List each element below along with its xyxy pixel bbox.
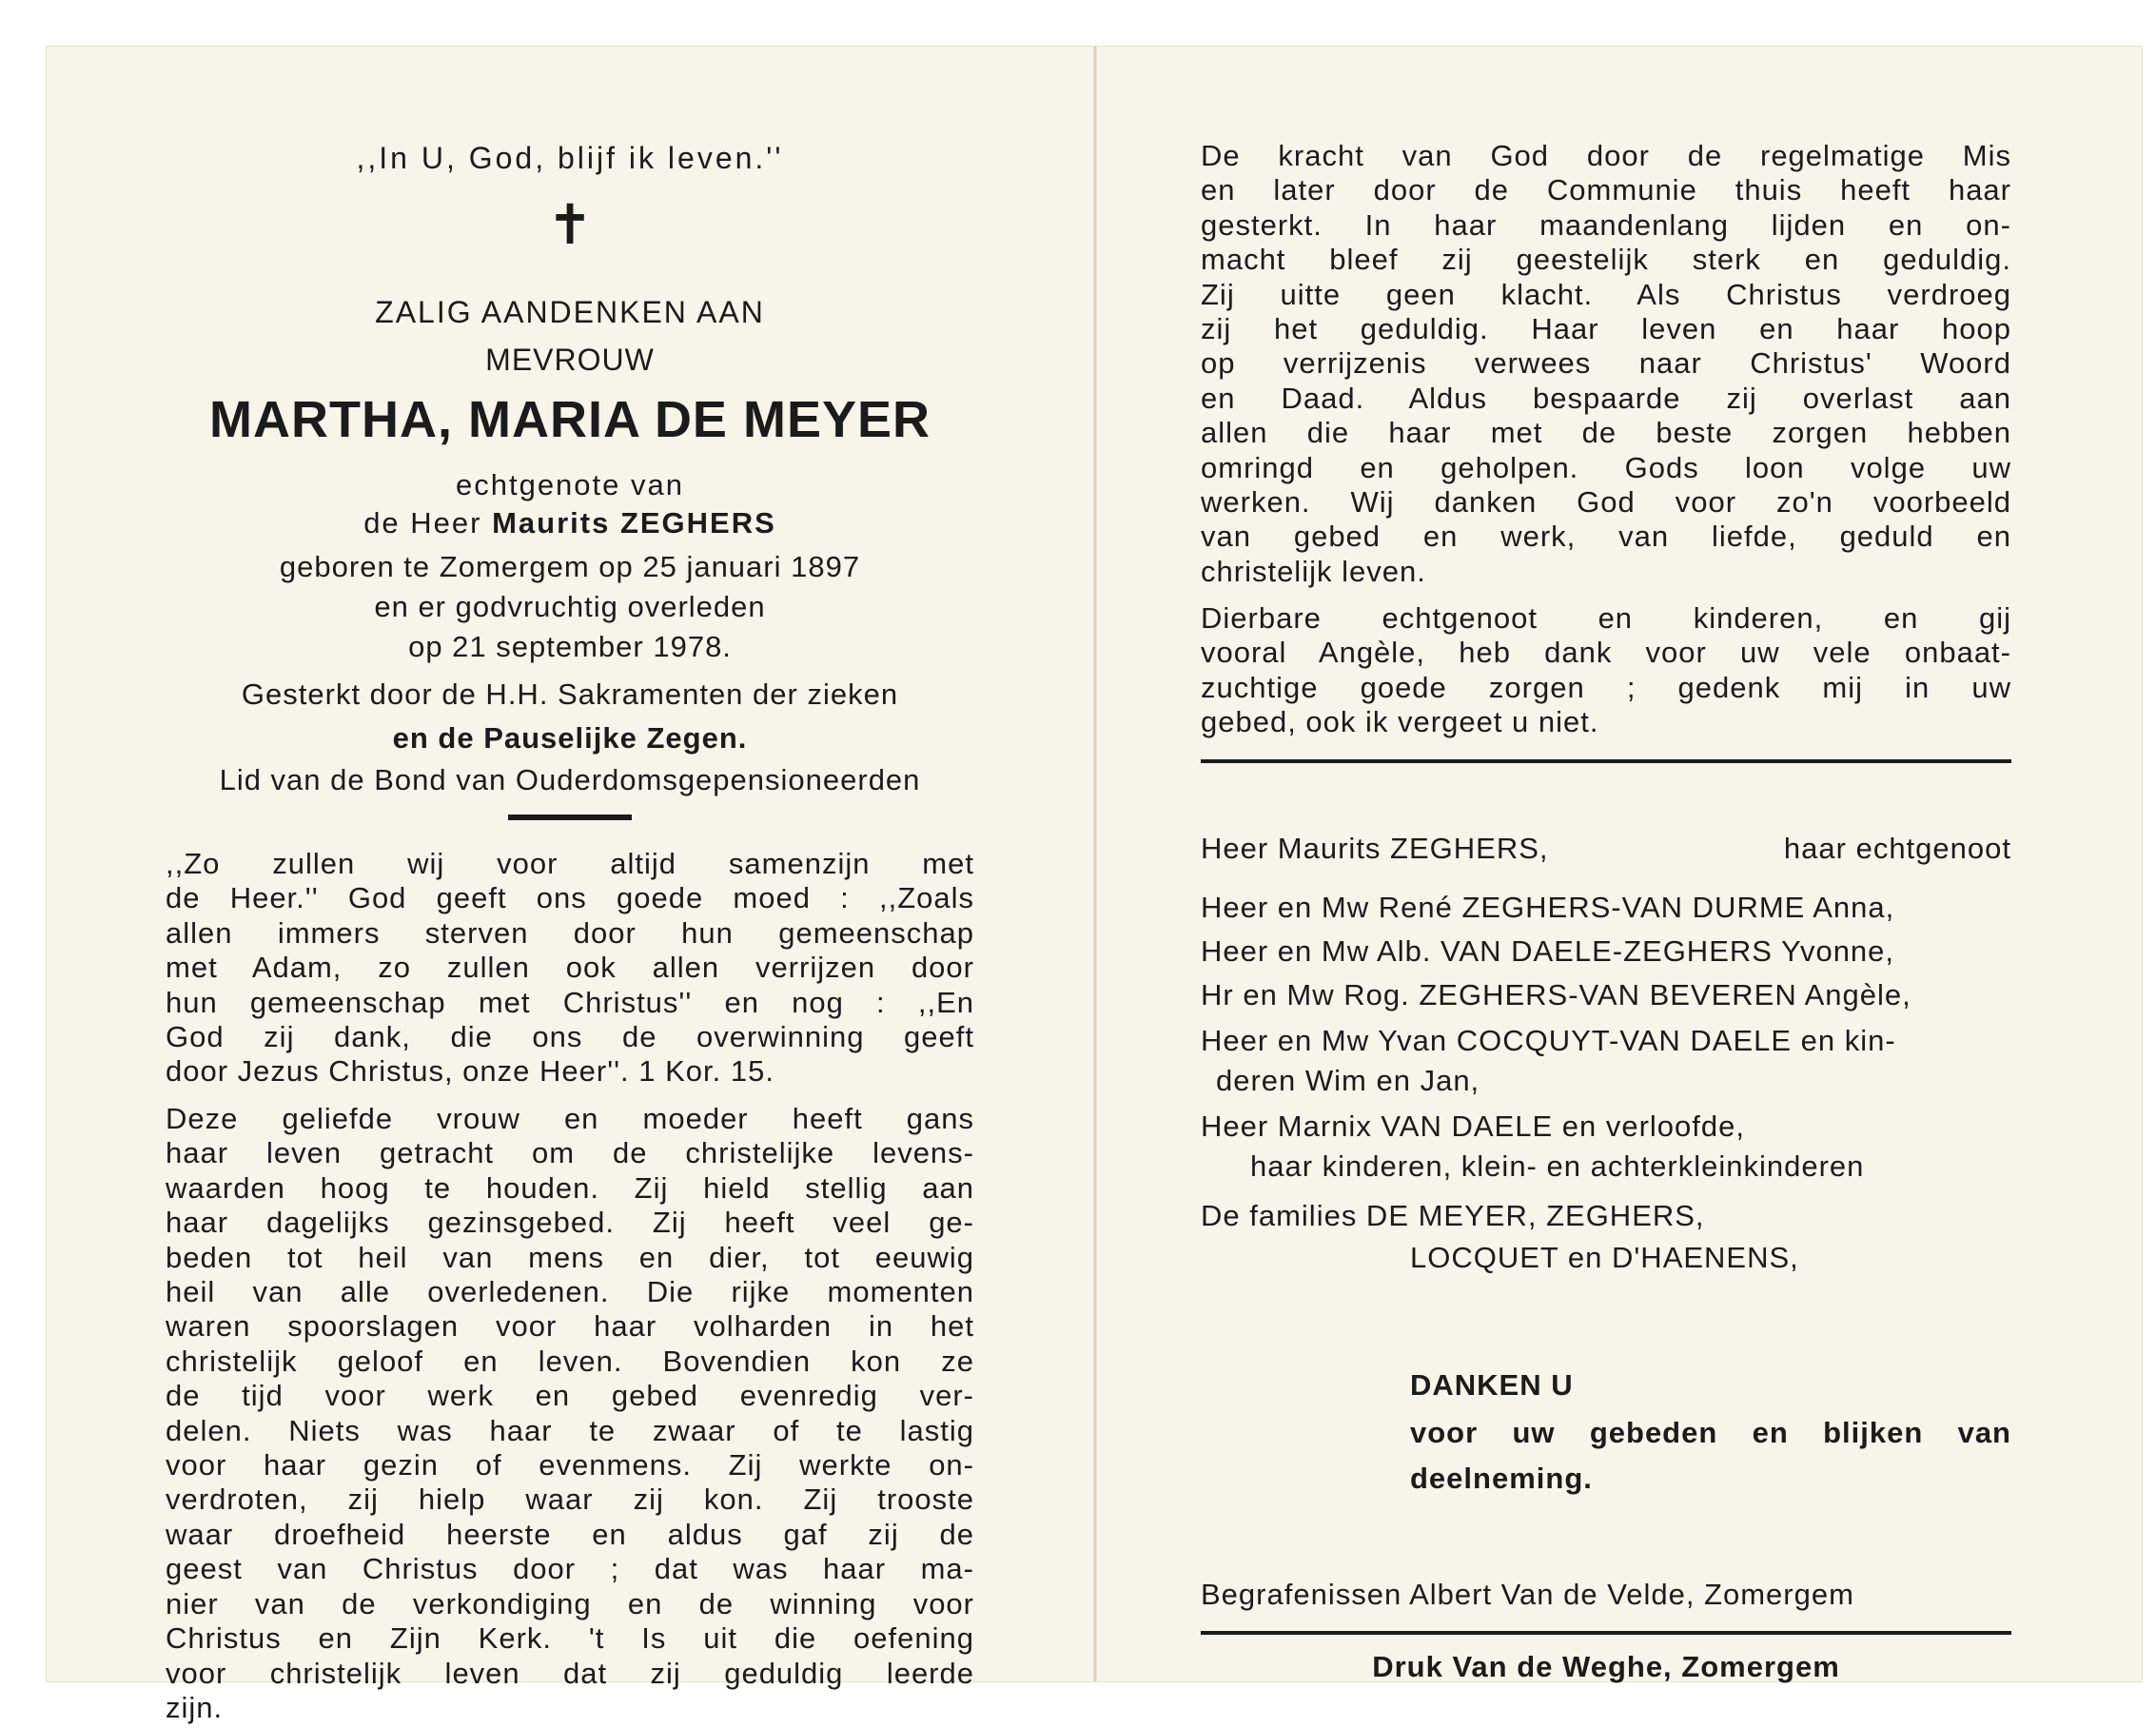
sacraments-line-1: Gesterkt door de H.H. Sakramenten der zieken bbox=[241, 677, 899, 711]
faith-line: allen die haar met de beste zorgen hebben bbox=[1201, 416, 2011, 450]
funeral-director: Begrafenissen Albert Van de Velde, Zomergem bbox=[1201, 1578, 1854, 1611]
faith-line: omringd en geholpen. Gods loon volge uw bbox=[1201, 450, 2011, 484]
memorial-heading: ZALIG AANDENKEN AAN bbox=[375, 295, 765, 329]
cross-icon: ✝ bbox=[546, 194, 594, 256]
husband-role: haar echtgenoot bbox=[1783, 832, 2011, 865]
biography-line: Deze geliefde vrouw en moeder heeft gans bbox=[166, 1102, 974, 1135]
printer-credit: Druk Van de Weghe, Zomergem bbox=[1372, 1650, 1840, 1683]
faith-line: werken. Wij danken God voor zo'n voorbeeld bbox=[1201, 485, 2011, 520]
membership-line: Lid van de Bond van Ouderdomsgepensioneerden bbox=[219, 763, 921, 796]
faith-line: van gebed en werk, van liefde, geduld en bbox=[1201, 520, 2011, 554]
spouse-prefix: de Heer bbox=[363, 506, 493, 540]
biography-line: zijn. bbox=[166, 1690, 224, 1724]
biography-line: nier van de verkondiging en de winning voor bbox=[166, 1586, 974, 1620]
biography-line: waar droefheid heerste en aldus gaf zij de bbox=[166, 1517, 974, 1551]
family-row: Hr en Mw Rog. ZEGHERS-VAN BEVEREN Angèle, bbox=[1201, 978, 1911, 1011]
spouse-intro: echtgenote van bbox=[455, 468, 684, 501]
quote-line: God zij dank, die ons de overwinning geeft bbox=[166, 1020, 974, 1054]
biography-text bbox=[166, 1102, 974, 1725]
birth-line: geboren te Zomergem op 25 januari 1897 bbox=[279, 550, 861, 583]
biography-line: verdroten, zij hielp waar zij kon. Zij trooste bbox=[166, 1483, 974, 1517]
divider-bottom bbox=[1201, 1631, 2011, 1635]
family-row: Heer en Mw Yvan COCQUYT-VAN DAELE en kin- bbox=[1201, 1024, 1896, 1057]
faith-line: gesterkt. In haar maandenlang lijden en on- bbox=[1201, 207, 2011, 242]
thanks-line-1: voor uw gebeden en blijken van bbox=[1410, 1416, 2011, 1449]
family-row: Heer en Mw Alb. VAN DAELE-ZEGHERS Yvonne, bbox=[1201, 934, 1895, 968]
family-row: LOCQUET en D'HAENENS, bbox=[1410, 1241, 1799, 1274]
biography-line: waarden hoog te houden. Zij hield stellig aan bbox=[166, 1170, 974, 1205]
quote-line: de Heer.'' God geeft ons goede moed : ,,Zoals bbox=[166, 881, 974, 915]
bible-quote bbox=[166, 847, 974, 1090]
divider bbox=[508, 815, 632, 820]
faith-line: op verrijzenis verwees naar Christus' Woord bbox=[1201, 346, 2011, 381]
husband-name: Heer Maurits ZEGHERS, bbox=[1201, 832, 1549, 865]
faith-line: zij het geduldig. Haar leven en haar hoop bbox=[1201, 312, 2011, 346]
faith-line: christelijk leven. bbox=[1201, 554, 1426, 588]
spouse-name: Maurits ZEGHERS bbox=[492, 506, 776, 540]
family-husband bbox=[1201, 832, 2011, 866]
faith-line: en Daad. Aldus bespaarde zij overlast aan bbox=[1201, 381, 2011, 415]
biography-line: waren spoorslagen voor haar volharden in het bbox=[166, 1309, 974, 1344]
biography-line: haar dagelijks gezinsgebed. Zij heeft veel ge- bbox=[166, 1206, 974, 1240]
title-mevrouw: MEVROUW bbox=[485, 343, 655, 377]
quote-line: hun gemeenschap met Christus'' en nog : ,,En bbox=[166, 985, 974, 1019]
quote-line: ,,Zo zullen wij voor altijd samenzijn met bbox=[166, 847, 974, 880]
biography-line: voor christelijk leven dat zij geduldig leerde bbox=[166, 1656, 974, 1690]
biography-line: haar leven getracht om de christelijke levens- bbox=[166, 1136, 974, 1170]
family-row: Heer Marnix VAN DAELE en verloofde, bbox=[1201, 1109, 1745, 1143]
sacraments-line-2: en de Pauselijke Zegen. bbox=[392, 721, 748, 755]
thanks-line-2: deelneming. bbox=[1410, 1462, 1593, 1495]
right-page bbox=[1096, 46, 2143, 1682]
death-line-2: op 21 september 1978. bbox=[408, 630, 732, 663]
faith-line: macht bleef zij geestelijk sterk en geduldig. bbox=[1201, 243, 2011, 277]
quote-line: met Adam, zo zullen ook allen verrijzen door bbox=[166, 951, 974, 985]
biography-line: voor haar gezin of evenmens. Zij werkte on- bbox=[166, 1448, 974, 1483]
farewell-line: gebed, ook ik vergeet u niet. bbox=[1201, 705, 1599, 739]
spouse-line bbox=[46, 506, 1094, 540]
biography-line: de tijd voor werk en gebed evenredig ver- bbox=[166, 1379, 974, 1413]
family-row: haar kinderen, klein- en achterkleinkinderen bbox=[1250, 1149, 1865, 1183]
family-row: Heer en Mw René ZEGHERS-VAN DURME Anna, bbox=[1201, 891, 1895, 924]
divider-top bbox=[1201, 759, 2011, 763]
deceased-name: MARTHA, MARIA DE MEYER bbox=[209, 391, 931, 448]
thanks-title: DANKEN U bbox=[1410, 1368, 1574, 1402]
faith-paragraph bbox=[1201, 139, 2011, 589]
biography-line: Christus en Zijn Kerk. 't Is uit die oefening bbox=[166, 1621, 974, 1656]
farewell-line: Dierbare echtgenoot en kinderen, en gij bbox=[1201, 601, 2011, 635]
motto: ,,In U, God, blijf ik leven.'' bbox=[356, 141, 784, 175]
biography-line: delen. Niets was haar te zwaar of te lastig bbox=[166, 1413, 974, 1447]
family-row: deren Wim en Jan, bbox=[1216, 1064, 1480, 1097]
faith-line: Zij uitte geen klacht. Als Christus verdroeg bbox=[1201, 277, 2011, 311]
quote-line: door Jezus Christus, onze Heer''. 1 Kor. 15. bbox=[166, 1054, 774, 1089]
quote-line: allen immers sterven door hun gemeenschap bbox=[166, 915, 974, 950]
biography-line: beden tot heil van mens en dier, tot eeuwig bbox=[166, 1240, 974, 1274]
farewell-line: vooral Angèle, heb dank voor uw vele onbaat- bbox=[1201, 636, 2011, 670]
family-row: De families DE MEYER, ZEGHERS, bbox=[1201, 1199, 1705, 1232]
faith-line: en later door de Communie thuis heeft haar bbox=[1201, 173, 2011, 207]
biography-line: geest van Christus door ; dat was haar ma- bbox=[166, 1552, 974, 1586]
faith-line: De kracht van God door de regelmatige Mis bbox=[1201, 139, 2011, 172]
biography-line: heil van alle overledenen. Die rijke momenten bbox=[166, 1275, 974, 1309]
left-page bbox=[46, 46, 1094, 1724]
biography-line: christelijk geloof en leven. Bovendien kon ze bbox=[166, 1344, 974, 1378]
farewell-line: zuchtige goede zorgen ; gedenk mij in uw bbox=[1201, 670, 2011, 704]
farewell-paragraph bbox=[1201, 601, 2011, 740]
death-line-1: en er godvruchtig overleden bbox=[374, 590, 766, 623]
